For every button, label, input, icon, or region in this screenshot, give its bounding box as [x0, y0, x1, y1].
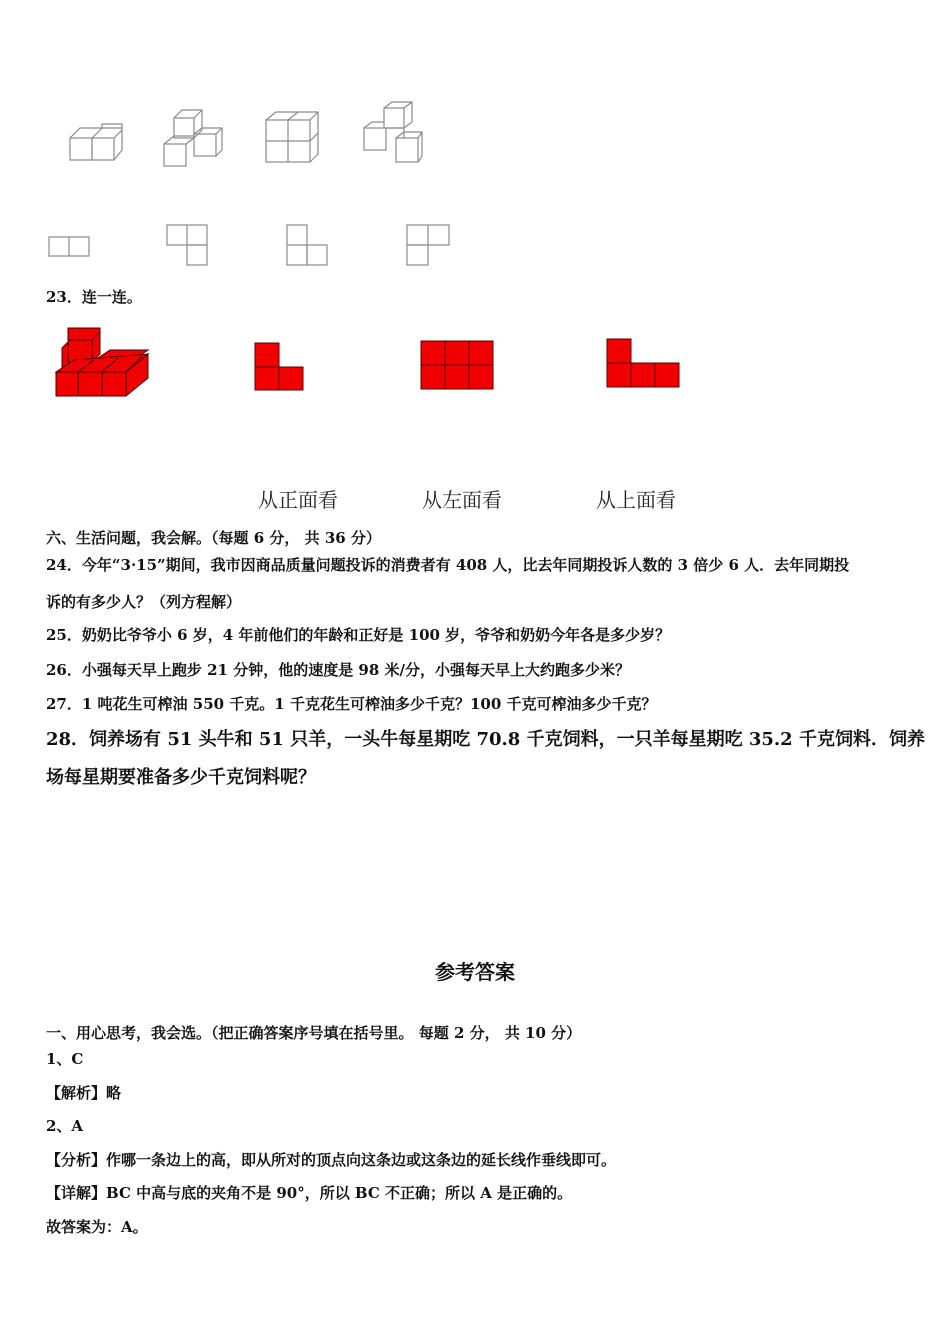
question-24-line1: 24．今年“3·15”期间，我市因商品质量问题投诉的消费者有 408 人，比去年同期投诉人数的 3 倍少 6 人．去年同期投 [46, 556, 850, 574]
cube-figure-1 [66, 120, 126, 166]
view-outline-1 [48, 236, 92, 258]
caption-left-view: 从左面看 [422, 488, 502, 512]
question-26: 26．小强每天早上跑步 21 分钟，他的速度是 98 米/分，小强每天早上大约跑多少米？ [46, 661, 630, 679]
question-23-label: 23．连一连。 [46, 288, 142, 306]
answer-2-analysis: 【分析】作哪一条边上的高，即从所对的顶点向这条边或这条边的延长线作垂线即可。 [46, 1151, 617, 1169]
answers-section-1-heading: 一、用心思考，我会选。（把正确答案序号填在括号里。 每题 2 分， 共 10 分） [46, 1024, 582, 1042]
answer-2-conclusion: 故答案为：A。 [46, 1218, 148, 1236]
question-27: 27．1 吨花生可榨油 550 千克。1 千克花生可榨油多少千克？100 千克可榨油多少千克？ [46, 695, 657, 713]
view-outline-4 [406, 224, 452, 268]
caption-top-view: 从上面看 [596, 488, 676, 512]
section-6-heading: 六、生活问题，我会解。（每题 6 分， 共 36 分） [46, 529, 381, 547]
question-24-line2: 诉的有多少人？（列方程解） [46, 593, 242, 611]
answer-2-detail: 【详解】BC 中高与底的夹角不是 90°，所以 BC 不正确；所以 A 是正确的。 [46, 1184, 573, 1202]
question-28-line2: 场每星期要准备多少千克饲料呢？ [46, 767, 316, 788]
question-28-line1: 28．饲养场有 51 头牛和 51 只羊，一头牛每星期吃 70.8 千克饲料，一只羊每星期吃 35.2 千克饲料．饲养 [46, 729, 925, 750]
red-3d-block-figure [52, 326, 152, 400]
view-outline-3 [286, 224, 330, 268]
cube-figure-3 [262, 108, 322, 166]
red-long-l-figure [606, 338, 682, 390]
view-outline-2 [166, 224, 210, 268]
question-25: 25．奶奶比爷爷小 6 岁，4 年前他们的年龄和正好是 100 岁，爷爷和奶奶今年各是多少岁？ [46, 626, 671, 644]
cube-figure-4 [356, 98, 426, 166]
red-rectangle-figure [420, 340, 496, 392]
answer-1: 1、C [46, 1050, 84, 1068]
answer-1-analysis: 【解析】略 [46, 1084, 122, 1102]
answers-title: 参考答案 [435, 960, 515, 984]
caption-front-view: 从正面看 [258, 488, 338, 512]
answer-2: 2、A [46, 1117, 84, 1135]
red-l-shape-figure [254, 342, 306, 392]
cube-figure-2 [160, 104, 226, 170]
